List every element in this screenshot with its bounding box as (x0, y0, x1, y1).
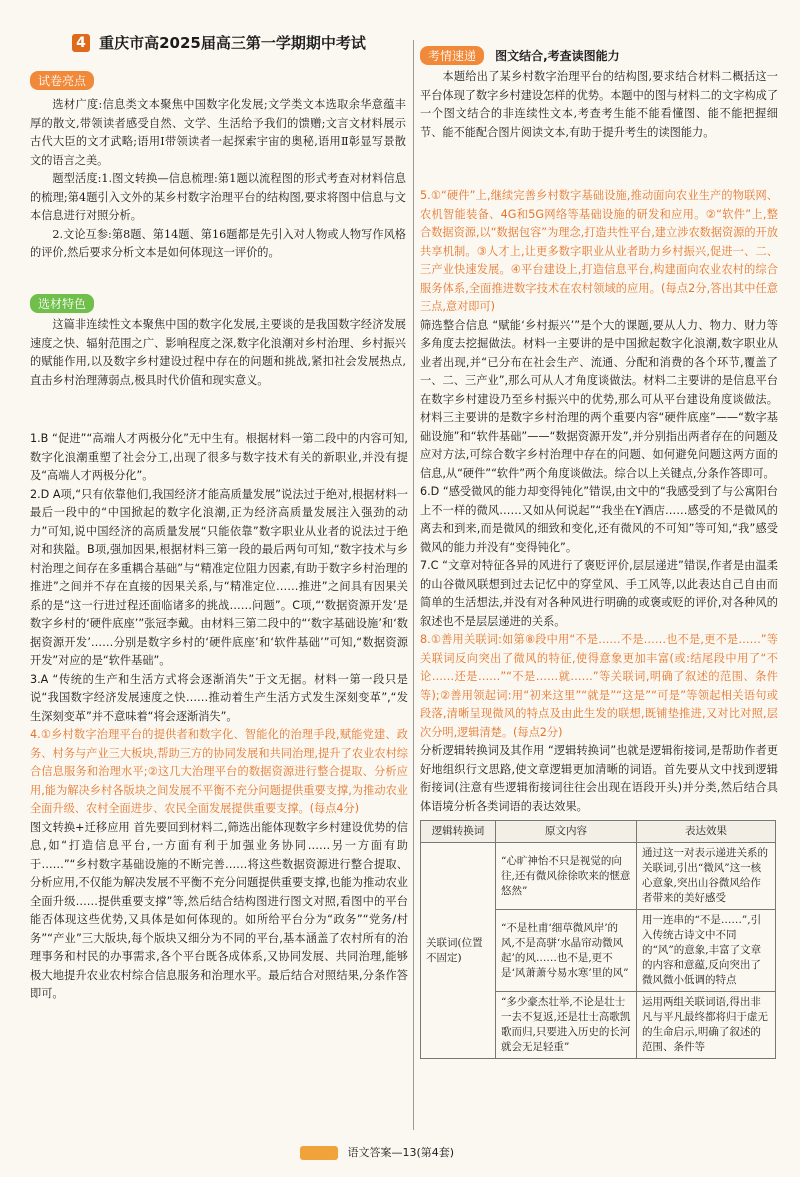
feature-section (30, 293, 406, 390)
highlights-tag: 试卷亮点 (30, 71, 94, 90)
right-answers (420, 187, 778, 1059)
table-header: 表达效果 (637, 821, 776, 843)
table-header: 逻辑转换词 (421, 821, 496, 843)
table-cell: “多少豪杰壮举,不论是壮士一去不复返,还是壮士高歌凯歌而归,只要进入历史的长河就会无足轻重” (496, 992, 637, 1059)
feature-text: 这篇非连续性文本聚焦中国的数字化发展,主要谈的是我国数字经济发展速度之快、辐射范围之广、影响程度之深,数字化浪潮对乡村治理、乡村振兴的赋能作用,以及数字乡村建设过程中存在的问题和挑战,紧扣社会发展热点,直击乡村治理薄弱点,极具时代价值和现实意义。 (30, 318, 406, 387)
answer-7: 7.C “文章对特征各异的风进行了褒贬评价,层层递进”错误,作者是由温柔的山谷微风联想到过去记忆中的穿堂风、手工风等,以此表达自己自由而简单的生活想法,并没有对各种风进行明确的或褒或贬的评价,对各种风的叙述也不是层层递进的关系。 (420, 559, 778, 628)
left-answers (30, 430, 408, 1004)
logic-words-table (420, 820, 776, 1059)
highlight-cross-reference: 2.文论互参:第8题、第14题、第16题都是先引入对人物或人物写作风格的评价,然后要求分析文本是如何体现这一评价的。 (30, 227, 406, 259)
paper-number: 4 (72, 34, 90, 52)
exam-focus-title: 图文结合,考查读图能力 (495, 49, 620, 63)
exam-focus-section (420, 45, 778, 142)
answer-4: 4.①乡村数字治理平台的提供者和数字化、智能化的治理手段,赋能党建、政务、村务与产业三大板块,帮助三方的协同发展和共同治理,提升了农业农村综合信息服务和治理水平;②这几大治理平台的数据资源进行整合提取、分析应用,能为解决乡村各版块之间发展不平衡不充分问题提供重要支撑,为推动农业全面升级、农村全面进步、农民全面发展提供重要支撑。(每点4分) (30, 728, 408, 815)
highlight-question-types: 题型活度:1.图文转换—信息梳理:第1题以流程图的形式考查对材料信息的梳理;第4题引入文外的某乡村数字治理平台的结构图,要求将图中信息与文本信息进行对照分析。 (30, 172, 406, 222)
table-cell: 通过这一对表示递进关系的关联词,引出“微风”这一核心意象,突出山谷微风给作者带来的美好感受 (637, 843, 776, 910)
highlights-section (30, 70, 406, 263)
table-cell: 用一连串的“不是……”,引入传统古诗文中不同的“风”的意象,丰富了文章的内容和意蕴,反向突出了微风微小低调的特点 (637, 910, 776, 992)
page-footer (300, 1144, 520, 1160)
feature-tag: 选材特色 (30, 294, 94, 313)
publisher-logo (300, 1146, 338, 1160)
page-header (72, 32, 402, 54)
answer-8: 8.①善用关联词:如第⑧段中用“不是……不是……也不是,更不是……”等关联词反向突出了微风的特征,使得意象更加丰富(或:结尾段中用了“不论……还是……”“不是……就……”等关联词,明确了叙述的范围、条件等);②善用领起词:用“初来这里”“就是”“这是”“可是”等领起相关语句或段落,清晰呈现微风的特点及由此生发的联想,既铺垫推进,又对比对照,层次分明,逻辑清楚。(每点2分) (420, 633, 778, 739)
answer-8-analysis: 分析逻辑转换词及其作用 “逻辑转换词”也就是逻辑衔接词,是帮助作者更好地组织行文思路,使文章逻辑更加清晰的词语。首先要从文中找到逻辑衔接词(注意有些逻辑衔接词往往会出现在语段开头)并分类,然后结合具体语境分析各类词语的表达效果。 (420, 744, 778, 813)
page-title: 重庆市高2025届高三第一学期期中考试 (99, 34, 366, 52)
table-header: 原文内容 (496, 821, 637, 843)
answer-4-analysis: 图文转换+迁移应用 首先要回到材料二,筛选出能体现数字乡村建设优势的信息,如“打造信息平台,一方面有利于加强业务协同……另一方面有助于……”“乡村数字基础设施的不断完善……将这些数据资源进行整合提取、分析应用,不仅能为解决发展不平衡不充分问题提供重要支撑,也能为推动农业全面升级……提供重要支撑”等,然后结合结构图进行图文对照,看图中的平台能否体现这些优势,又具体是如何体现的。如所给平台分为“政务”“党务/村务”“产业”三大版块,每个版块又细分为不同的平台,基本涵盖了农村所有的治理事务和村民的办事需求,各个平台既各成体系,又协同发展、共同治理,能够极大地提升农业农村综合信息服务和治理水平。最后结合对照结果,分条作答即可。 (30, 820, 408, 1000)
table-cell: 运用两组关联词语,得出非凡与平凡最终都将归于虚无的生命启示,明确了叙述的范围、条件等 (637, 992, 776, 1059)
table-row-label: 关联词(位置不固定) (421, 843, 496, 1059)
table-cell: “不是杜甫‘细草微风岸’的风,不是高骈‘水晶帘动微风起’的风……也不是,更不是‘风萧萧兮易水寒’里的风” (496, 910, 637, 992)
answer-5-analysis: 筛选整合信息 “赋能‘乡村振兴’”是个大的课题,要从人力、物力、财力等多角度去挖掘做法。材料一主要讲的是中国掀起数字化浪潮,数字职业从业者出现,并“已分布在社会生产、流通、分配和消费的各个环节,覆盖了一、二、三产业”,那么可从人才角度谈做法。材料二主要讲的是信息平台在数字乡村建设乃至乡村振兴中的优势,那么可从平台建设角度谈做法。材料三主要讲的是数字乡村治理的两个重要内容“硬件底座”——“数字基础设施”和“软件基础”——“数据资源开发”,并分别指出两者存在的问题及应对方法,可综合数字乡村治理中存在的问题、如何避免问题这两方面的信息,从“硬件”“软件”两个角度谈做法。综合以上关键点,分条作答即可。 (420, 318, 778, 480)
exam-focus-tag: 考情速递 (420, 46, 484, 65)
answer-5: 5.①“硬件”上,继续完善乡村数字基础设施,推动面向农业生产的物联网、农机智能装备、4G和5G网络等基础设施的研发和应用。②“软件”上,整合数据资源,以“数据包容”为理念,打造共性平台,建立涉农数据资源的开放共享机制。③人才上,让更多数字职业从业者助力乡村振兴,促进一、二、三产业快速发展。④平台建设上,打造信息平台,构建面向农业农村的综合服务体系,全面推进数字技术在农村领域的应用。(每点2分,答出其中任意三点,意对即可) (420, 189, 778, 313)
answer-1: 1.B “促进”“高端人才两极分化”无中生有。根据材料一第二段中的内容可知,数字化浪潮重塑了社会分工,出现了很多与数字技术有关的新职业,并没有提及“高端人才两极分化”。 (30, 432, 408, 482)
table-cell: “心旷神怡不只是视觉的向往,还有微风徐徐吹来的惬意悠然” (496, 843, 637, 910)
answer-6: 6.D “感受微风的能力却变得钝化”错误,由文中的“我感受到了与公寓阳台上不一样的微风……又如从何说起”“我坐在Y酒店……感受的不是微风的离去和到来,而是微风的细致和变化,还有微风的不可知”等可知,“我”感受微风的能力并没有“变得钝化”。 (420, 485, 778, 554)
footer-text: 语文答案—13(第4套) (347, 1146, 455, 1159)
answer-3: 3.A “传统的生产和生活方式将会逐渐消失”于文无据。材料一第一段只是说“我国数字经济发展速度之快……推动着生产生活方式发生深刻变革”,“发生深刻变革”并不意味着“将会逐渐消失”。 (30, 672, 408, 723)
column-divider (413, 40, 414, 1130)
highlight-breadth: 选材广度:信息类文本聚焦中国数字化发展;文学类文本选取余华意蕴丰厚的散文,带领读者感受自然、文学、生活给予我们的馈赠;文言文材料展示古代大臣的文才武略;语用Ⅰ带领读者一起探索宇宙的奥秘,语用Ⅱ彰显写景散文的语言之美。 (30, 98, 406, 167)
exam-focus-text: 本题给出了某乡村数字治理平台的结构图,要求结合材料二概括这一平台体现了数字乡村建设怎样的优势。本题中的图与材料二的文字构成了一个图文结合的非连续性文本,考查考生能不能看懂图、能不能把握细节、能不能配合图片阅读文本,有助于提升考生的读图能力。 (420, 70, 779, 139)
table-row (421, 843, 776, 910)
answer-2: 2.D A项,“只有依靠他们,我国经济才能高质量发展”说法过于绝对,根据材料一最后一段中的“中国掀起的数字化浪潮,正为经济高质量发展注入强劲的动力”可知,说中国经济的高质量发展“只能依靠”数字职业从业者的说法过于绝对和狭隘。B项,强加因果,根据材料三第一段的最后两句可知,“数字技术与乡村治理之间存在多重耦合基础”与“精准定位阻力因素,有助于数字乡村治理的推进”之间并不存在直接的因果关系,与“精准定位……推进”之间具有因果关系的是“这一行进过程还面临诸多的挑战……问题”。C项,“‘数据资源开发’是数字乡村的‘硬件底座’”张冠李戴。由材料三第二段中的“‘数字基础设施’和‘数据资源开发’……分别是数字乡村的‘硬件底座’和‘软件基础’”可知,“数据资源开发”对应的是“软件基础”。 (30, 487, 408, 667)
